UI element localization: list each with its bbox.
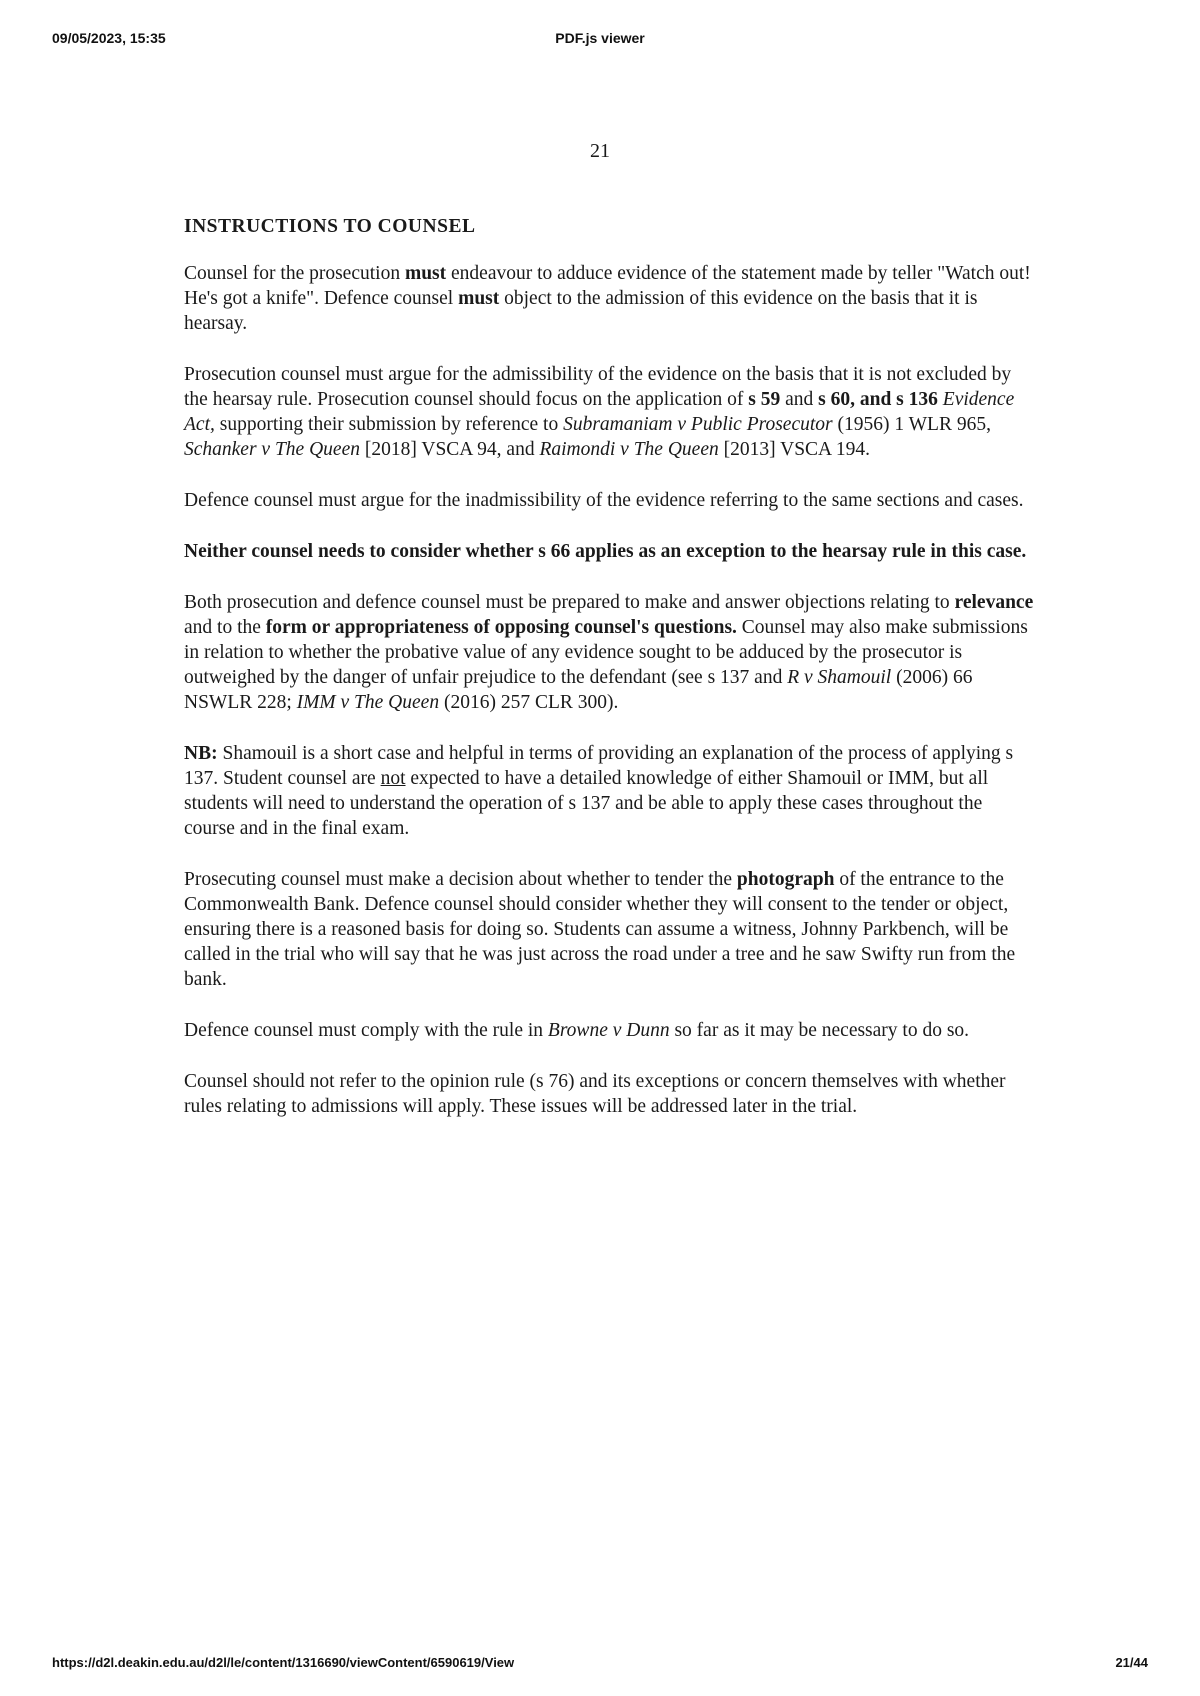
- header-title: PDF.js viewer: [555, 30, 645, 46]
- section-heading: INSTRUCTIONS TO COUNSEL: [184, 216, 476, 237]
- text: so far as it may be necessary to do so.: [669, 1020, 970, 1041]
- paragraph-8: [184, 1018, 1034, 1043]
- text: and: [780, 389, 819, 410]
- text: Counsel may also make submissions in relation to whether the probative value of any evidence sought to be adduced by the prosecutor is outweighed by the danger of unfair prejudice to the defendant (see s 137 and: [184, 617, 1028, 688]
- case-name: Raimondi v The Queen: [539, 439, 719, 460]
- text: endeavour to adduce evidence of the statement made by teller "Watch out! He's got a knife". Defence counsel: [184, 263, 1031, 309]
- text: expected to have a detailed knowledge of either Shamouil or IMM, but all students will need to understand the operation of s 137 and be able to apply these cases throughout the course and in the final exam.: [184, 768, 989, 839]
- text: supporting their submission by reference to: [214, 414, 564, 435]
- text: (2016) 257 CLR 300).: [439, 692, 619, 713]
- text: Prosecution counsel must argue for the admissibility of the evidence on the basis that it is not excluded by the hearsay rule. Prosecution counsel should focus on the application of: [184, 364, 1012, 410]
- text: of the entrance to the Commonwealth Bank. Defence counsel should consider whether they will consent to the tender or object, ensuring there is a reasoned basis for doing so. Students can assume a witness, Johnny Parkbench, will be called in the trial who will say that he was just across the road under a tree and he saw Swifty run from the bank.: [184, 869, 1016, 990]
- italic-text: Evidence Act,: [184, 389, 1015, 435]
- paragraph-2: [184, 362, 1034, 462]
- paragraph-7: [184, 867, 1034, 992]
- text: Counsel for the prosecution: [184, 263, 405, 284]
- text: Both prosecution and defence counsel must be prepared to make and answer objections relating to: [184, 592, 955, 613]
- bold-text: Neither counsel needs to consider whether s 66 applies as an exception to the hearsay rule in this case.: [184, 541, 1027, 562]
- bold-text: must: [458, 288, 500, 309]
- case-name: Subramaniam v Public Prosecutor: [563, 414, 833, 435]
- footer-page-count: 21/44: [1115, 1655, 1148, 1670]
- bold-text: must: [404, 263, 447, 284]
- document-body: [184, 214, 1034, 1145]
- bold-text: s 60, and s 136: [818, 389, 938, 410]
- text: (2006) 66 NSWLR 228;: [184, 667, 973, 713]
- text: and to the: [184, 617, 266, 638]
- paragraph-3: Defence counsel must argue for the inadmissibility of the evidence referring to the same sections and cases.: [184, 490, 1024, 511]
- case-name: Browne v Dunn: [547, 1020, 670, 1041]
- bold-text: NB:: [184, 743, 218, 764]
- text: Prosecuting counsel must make a decision about whether to tender the: [184, 869, 737, 890]
- paragraph-9: Counsel should not refer to the opinion rule (s 76) and its exceptions or concern themselves with whether rules relating to admissions will apply. These issues will be addressed later in the trial.: [184, 1071, 1006, 1117]
- paragraph-6: [184, 741, 1034, 841]
- bold-text: form or appropriateness of opposing counsel's questions.: [265, 617, 737, 638]
- text: [2018] VSCA 94, and: [359, 439, 540, 460]
- bold-text: s 59: [748, 389, 781, 410]
- text: Shamouil is a short case and helpful in terms of providing an explanation of the process of applying s 137. Student counsel are: [184, 743, 1014, 789]
- text: Defence counsel must comply with the rule in: [184, 1020, 548, 1041]
- case-name: IMM v The Queen: [296, 692, 440, 713]
- case-name: R v Shamouil: [787, 667, 892, 688]
- page-number: 21: [590, 140, 610, 162]
- header-datetime: 09/05/2023, 15:35: [52, 30, 166, 46]
- text: object to the admission of this evidence on the basis that it is hearsay.: [184, 288, 978, 334]
- case-name: Schanker v The Queen: [184, 439, 360, 460]
- paragraph-5: [184, 590, 1034, 715]
- paragraph-1: [184, 261, 1034, 336]
- footer-url: https://d2l.deakin.edu.au/d2l/le/content/1316690/viewContent/6590619/View: [52, 1655, 515, 1670]
- text: [2013] VSCA 194.: [718, 439, 871, 460]
- bold-text: relevance: [954, 592, 1034, 613]
- paragraph-4: [184, 539, 1034, 564]
- bold-text: photograph: [736, 869, 835, 890]
- underlined-text: not: [380, 768, 406, 789]
- text: (1956) 1 WLR 965,: [832, 414, 991, 435]
